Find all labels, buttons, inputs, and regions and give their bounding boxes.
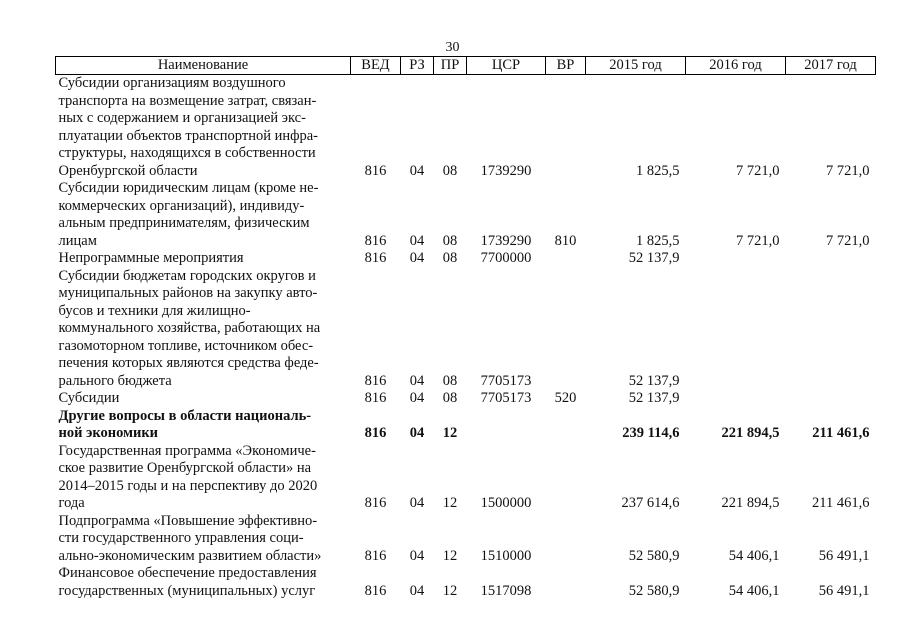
name-line: муниципальных районов на закупку авто- (58, 285, 318, 301)
cell-ved: 816 (364, 232, 387, 249)
cell-2017: 211 461,6 (812, 495, 870, 511)
cell-ved: 816 (364, 425, 387, 441)
name-line: года (58, 495, 85, 511)
cell-rz: 04 (409, 547, 425, 564)
name-line: плуатации объектов транспортной инфра- (58, 127, 319, 144)
cell-2017: 7 721,0 (826, 232, 870, 249)
cell-rz: 04 (409, 250, 425, 266)
cell-2016 (686, 390, 786, 408)
table-row (56, 268, 876, 391)
name-line: 2014–2015 годы и на перспективу до 2020 (58, 477, 318, 494)
name-line: газомоторном топливе, источником обес- (58, 337, 314, 354)
cell-2016 (686, 268, 786, 391)
cell-csr: 7705173 (480, 372, 532, 389)
name-line: Субсидии (58, 390, 120, 406)
cell-ved: 816 (364, 582, 387, 599)
name-line: бусов и техники для жилищно- (58, 302, 251, 319)
cell-rz: 04 (409, 372, 425, 389)
name-line: Другие вопросы в области националь- (58, 407, 312, 424)
cell-2017 (786, 268, 876, 391)
name-line: Субсидии организациям воздушного (58, 75, 286, 91)
cell-2016: 221 894,5 (721, 495, 780, 511)
cell-2017: 7 721,0 (826, 162, 870, 179)
name-line: транспорта на возмещение затрат, связан- (58, 92, 317, 109)
cell-name (56, 408, 351, 443)
name-line: рального бюджета (58, 372, 172, 389)
header-vr: ВР (546, 57, 586, 75)
cell-rz: 04 (409, 232, 425, 249)
name-line: коммерческих организаций), индивиду- (58, 197, 305, 214)
table-row (56, 390, 876, 408)
table-row (56, 513, 876, 566)
name-line: Субсидии бюджетам городских округов и (58, 267, 316, 284)
name-line: Государственная программа «Экономиче- (58, 442, 316, 459)
cell-vr (546, 513, 586, 566)
name-line: ское развитие Оренбургской области» на (58, 460, 312, 476)
cell-pr: 12 (442, 547, 458, 564)
name-line: ально-экономическим развитием области» (58, 547, 322, 564)
cell-pr: 08 (442, 162, 458, 179)
cell-2015: 52 137,9 (628, 250, 680, 266)
header-pr: ПР (434, 57, 467, 75)
cell-rz: 04 (409, 425, 425, 441)
name-line: сти государственного управления соци- (58, 530, 304, 546)
name-line: альным предпринимателям, физическим (58, 215, 310, 231)
cell-2017: 211 461,6 (812, 425, 870, 441)
header-rz: РЗ (401, 57, 434, 75)
name-line: коммунального хозяйства, работающих на (58, 320, 321, 336)
cell-2015: 52 137,9 (628, 390, 680, 406)
header-name: Наименование (56, 57, 351, 75)
cell-rz: 04 (409, 495, 425, 511)
name-line: Субсидии юридическим лицам (кроме не- (58, 180, 319, 196)
cell-2015: 1 825,5 (636, 162, 680, 179)
name-line: лицам (58, 232, 97, 249)
cell-2017: 56 491,1 (818, 547, 870, 564)
cell-vr (546, 250, 586, 268)
table-row (56, 565, 876, 600)
cell-csr: 1517098 (480, 582, 532, 599)
page-number: 30 (445, 40, 460, 55)
cell-vr (546, 408, 586, 443)
cell-rz: 04 (409, 582, 425, 599)
header-ved: ВЕД (351, 57, 401, 75)
cell-csr: 7700000 (480, 250, 532, 266)
cell-csr: 1500000 (480, 495, 532, 511)
cell-2015: 237 614,6 (621, 495, 680, 511)
header-2015: 2015 год (586, 57, 686, 75)
cell-ved: 816 (364, 250, 387, 266)
cell-2017: 56 491,1 (818, 582, 870, 599)
cell-csr: 7705173 (480, 390, 532, 406)
cell-vr (546, 268, 586, 391)
cell-name (56, 565, 351, 600)
name-line: Финансовое обеспечение предоставления (58, 565, 317, 581)
cell-2015: 52 580,9 (628, 582, 680, 599)
name-line: Подпрограмма «Повышение эффективно- (58, 512, 318, 529)
name-line: Непрограммные мероприятия (58, 250, 244, 266)
cell-name (56, 513, 351, 566)
cell-vr: 520 (554, 390, 577, 406)
name-line: ных с содержанием и организацией экс- (58, 110, 306, 126)
name-line: ной экономики (58, 425, 159, 441)
cell-2015: 52 580,9 (628, 547, 680, 564)
table-row (56, 250, 876, 268)
cell-2016: 54 406,1 (728, 547, 780, 564)
cell-csr (467, 408, 546, 443)
cell-rz: 04 (409, 162, 425, 179)
cell-rz: 04 (409, 390, 425, 406)
name-line: печения которых являются средства феде- (58, 355, 319, 371)
table-header-row (56, 57, 876, 75)
header-2017: 2017 год (786, 57, 876, 75)
cell-csr: 1739290 (480, 162, 532, 179)
cell-2016: 221 894,5 (721, 425, 780, 441)
cell-2016: 7 721,0 (736, 232, 780, 249)
cell-ved: 816 (364, 372, 387, 389)
cell-vr (546, 75, 586, 181)
cell-2016: 54 406,1 (728, 582, 780, 599)
name-line: структуры, находящихся в собственности (58, 145, 316, 161)
cell-name (56, 250, 351, 268)
cell-vr: 810 (554, 232, 577, 249)
table-row (56, 408, 876, 443)
cell-ved: 816 (364, 162, 387, 179)
cell-pr: 12 (442, 425, 458, 441)
cell-pr: 08 (442, 390, 458, 406)
cell-name (56, 443, 351, 513)
budget-table (55, 56, 876, 600)
name-line: Оренбургской области (58, 162, 198, 179)
cell-pr: 12 (442, 582, 458, 599)
cell-ved: 816 (364, 495, 387, 511)
cell-2017 (786, 250, 876, 268)
cell-vr (546, 565, 586, 600)
cell-pr: 12 (442, 495, 458, 511)
cell-2016: 7 721,0 (736, 162, 780, 179)
cell-vr (546, 443, 586, 513)
cell-name (56, 75, 351, 181)
cell-csr: 1510000 (480, 547, 532, 564)
cell-name (56, 268, 351, 391)
cell-ved: 816 (364, 390, 387, 406)
table-body (56, 75, 876, 601)
cell-2015: 239 114,6 (622, 425, 680, 441)
cell-ved: 816 (364, 547, 387, 564)
name-line: государственных (муниципальных) услуг (58, 582, 316, 599)
cell-2015: 52 137,9 (628, 372, 680, 389)
cell-2015: 1 825,5 (636, 232, 680, 249)
cell-pr: 08 (442, 372, 458, 389)
cell-pr: 08 (442, 232, 458, 249)
header-2016: 2016 год (686, 57, 786, 75)
cell-name (56, 390, 351, 408)
table-row (56, 443, 876, 513)
cell-name (56, 180, 351, 250)
table-row (56, 180, 876, 250)
cell-2017 (786, 390, 876, 408)
cell-csr: 1739290 (480, 232, 532, 249)
header-csr: ЦСР (467, 57, 546, 75)
cell-2016 (686, 250, 786, 268)
table-row (56, 75, 876, 181)
cell-pr: 08 (442, 250, 458, 266)
